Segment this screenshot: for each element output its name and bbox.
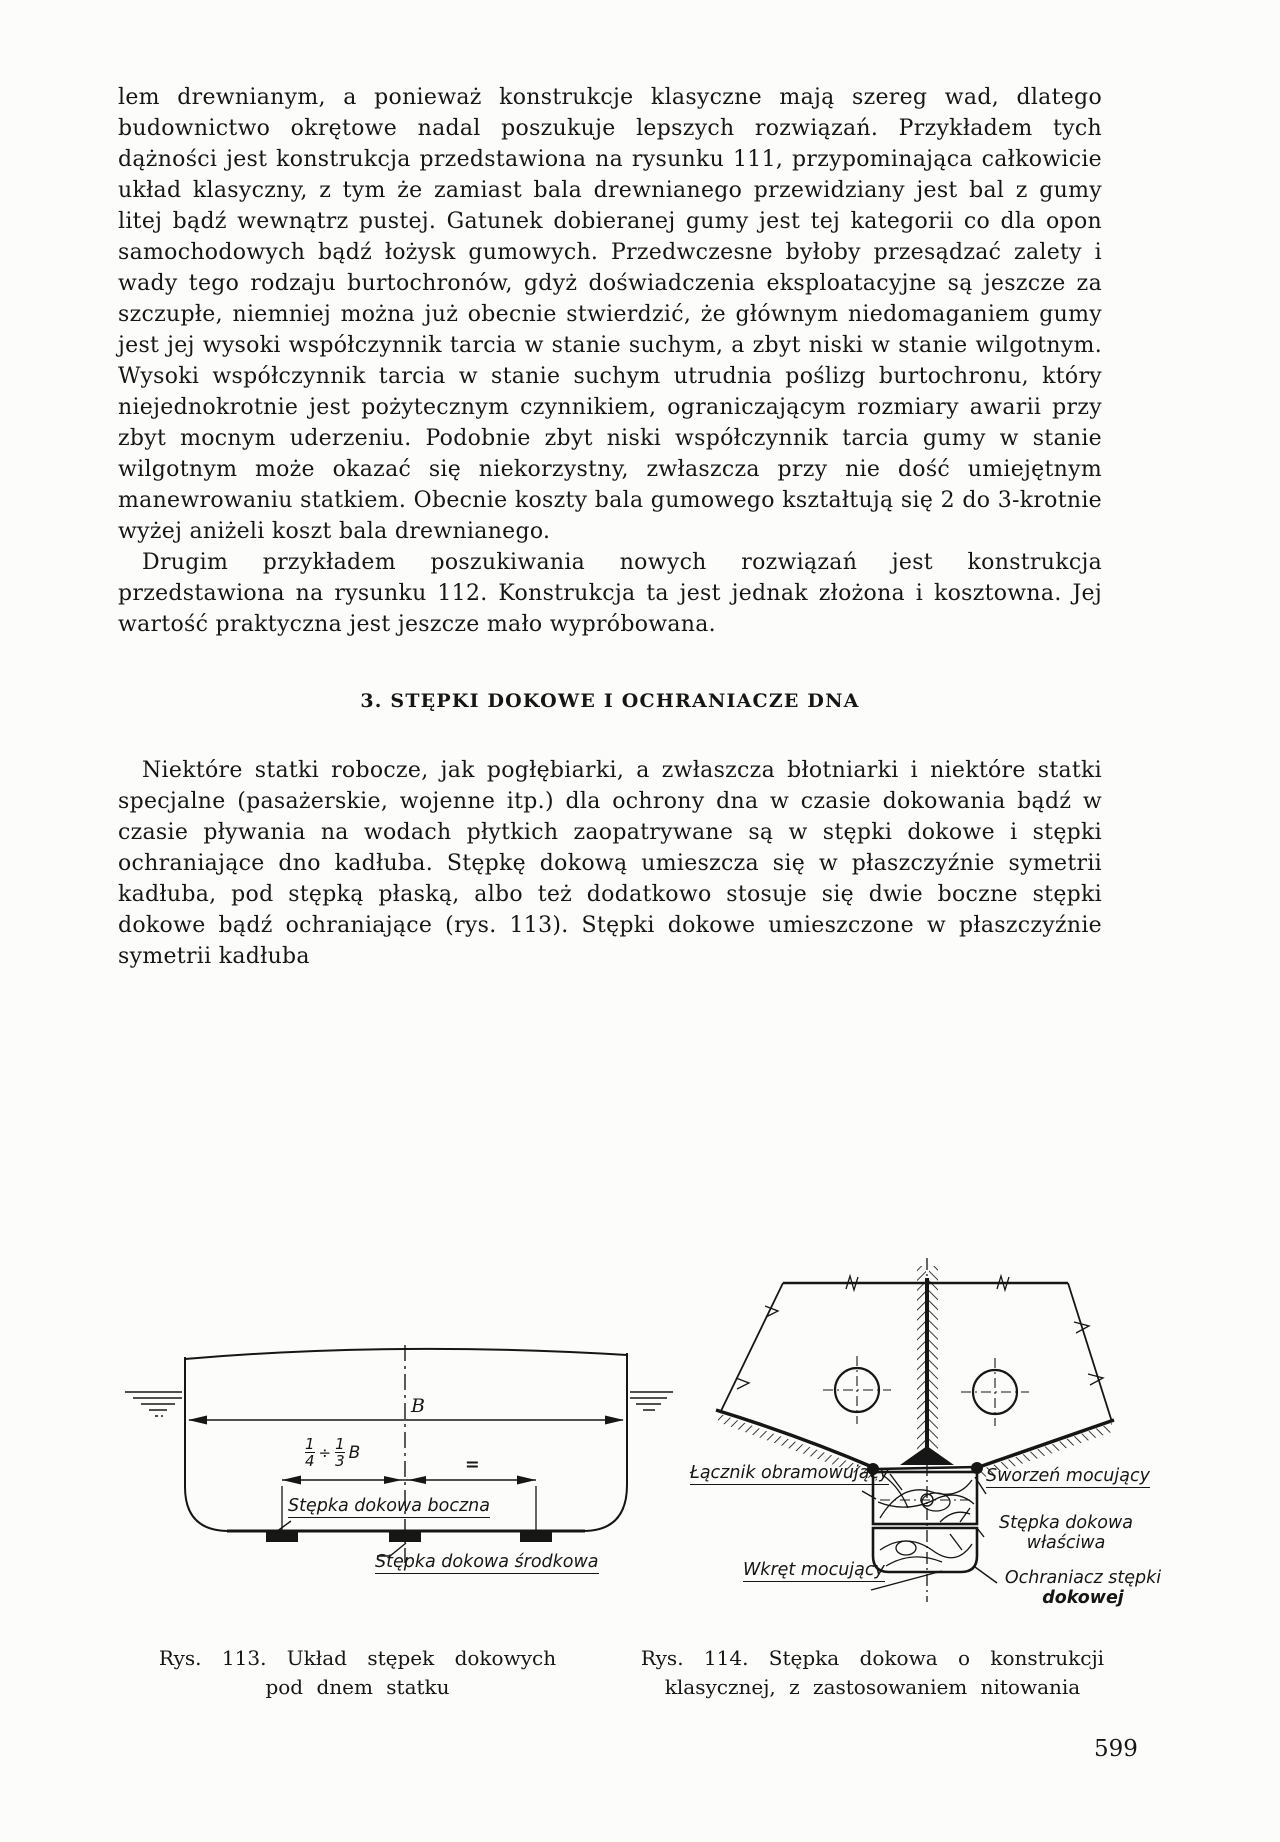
beam-dimension-label: B (411, 1395, 425, 1417)
paragraph-second: Drugim przykładem poszukiwania nowych rozwiązań jest konstrukcja przedstawiona na rysunku 112. Konstrukcja ta jest jednak złożona i kosztowna. Jej wartość praktyczna jest jeszcze mało wypróbowana. (118, 550, 1102, 637)
equals-sign-label: = (465, 1455, 480, 1475)
wood-grain-upper (878, 1474, 974, 1522)
keel-protector-label (998, 1568, 1168, 1608)
page-text-column (118, 82, 1102, 972)
fixing-pin-label: Sworzeń mocujący (986, 1466, 1150, 1488)
fraction-one-quarter: $\frac{1}{4}$ (305, 1435, 315, 1470)
lightening-hole-right (961, 1358, 1029, 1426)
bottom-plating-left (716, 1410, 877, 1469)
figure-114-caption-line1: Rys. 114. Stępka dokowa o konstrukcji (640, 1646, 1105, 1670)
floor-edge-left (720, 1283, 783, 1413)
fraction-unit-b: B (348, 1443, 361, 1463)
keel-spacing-fraction-label (305, 1437, 360, 1469)
figure-113-caption-line2: pod dnem statku (265, 1675, 450, 1699)
floor-edge-right (1068, 1283, 1112, 1422)
figure-113-drawing (115, 1335, 675, 1635)
figure-114-riveted-dock-keel (640, 1250, 1200, 1640)
beam-dimension-line (188, 1416, 624, 1425)
center-dock-keel-label: Stępka dokowa środkowa (375, 1552, 599, 1574)
dock-keel-proper-label-line1: Stępka dokowa (999, 1513, 1133, 1533)
divide-sign: ÷ (318, 1444, 332, 1462)
side-dock-keel-label: Stępka dokowa boczna (288, 1496, 490, 1518)
figure-113-dock-keel-layout (115, 1335, 675, 1635)
figure-114-caption (625, 1644, 1120, 1702)
figure-113-caption (125, 1644, 590, 1702)
keel-protector-label-line1: Ochraniacz stępki (1004, 1568, 1162, 1588)
waterline-symbol-left (125, 1392, 182, 1416)
figure-114-caption-line2: klasycznej, z zastosowaniem nitowania (664, 1675, 1081, 1699)
lightening-hole-left (823, 1356, 891, 1424)
paragraph-third: Niektóre statki robocze, jak pogłębiarki, a zwłaszcza błotniarki i niektóre statki specjalne (pasażerskie, wojenne itp.) dla ochrony dna w czasie dokowania bądź w czasie pływania na wodach płytkich zaopatrywane są w stępki dokowe i stępki ochraniające dno kadłuba. Stępkę dokową umieszcza się w płaszczyźnie symetrii kadłuba, pod stępką płaską, albo też dodatkowo stosuje się dwie boczne stępki dokowe bądź ochraniające (rys. 113). Stępki dokowe umieszczone w płaszczyźnie symetrii kadłuba (118, 758, 1102, 969)
keel-protector-label-line2: dokowej (1042, 1588, 1124, 1609)
side-keel-block-left (266, 1531, 298, 1542)
side-keel-block-right (520, 1531, 552, 1542)
dock-keel-proper-label-line2: właściwa (1026, 1533, 1106, 1554)
frame-connector-label: Łącznik obramowujący (690, 1463, 889, 1485)
bottom-plating-right (979, 1420, 1114, 1467)
paragraph-continuation: lem drewnianym, a ponieważ konstrukcje klasyczne mają szereg wad, dlatego budownictwo okrętowe nadal poszukuje lepszych rozwiązań. Przykładem tych dążności jest konstrukcja przedstawiona na rysunku 111, przypominająca całkowicie układ klasyczny, z tym że zamiast bala drewnianego przewidziany jest bal z gumy litej bądź wewnątrz pustej. Gatunek dobieranej gumy jest tej kategorii co dla opon samochodowych bądź łożysk gumowych. Przedwczesne byłoby przesądzać zalety i wady tego rodzaju burtochronów, gdyż doświadczenia eksploatacyjne są jeszcze za szczupłe, niemniej można już obecnie stwierdzić, że głównym niedomaganiem gumy jest jej wysoki współczynnik tarcia w stanie suchym, a zbyt niski w stanie wilgotnym. Wysoki współczynnik tarcia w stanie suchym utrudnia poślizg burtochronu, który niejednokrotnie jest pożytecznym czynnikiem, ograniczającym rozmiary awarii przy zbyt mocnym uderzeniu. Podobnie zbyt niski współczynnik tarcia gumy w stanie wilgotnym może okazać się niekorzystny, zwłaszcza przy nie dość umiejętnym manewrowaniu statkiem. Obecnie koszty bala gumowego kształtują się 2 do 3-krotnie wyżej aniżeli koszt bala drewnianego. (118, 85, 1102, 544)
page-number: 599 (1094, 1736, 1138, 1762)
dock-keel-proper-label (986, 1513, 1146, 1553)
fixing-screw-label: Wkręt mocujący (743, 1560, 885, 1582)
figure-113-caption-line1: Rys. 113. Układ stępek dokowych (158, 1646, 557, 1670)
section-heading: 3. STĘPKI DOKOWE I OCHRANIACZE DNA (360, 690, 860, 712)
fraction-one-third: $\frac{1}{3}$ (335, 1435, 345, 1470)
center-keel-block (389, 1531, 421, 1542)
wood-grain-lower (880, 1534, 972, 1566)
